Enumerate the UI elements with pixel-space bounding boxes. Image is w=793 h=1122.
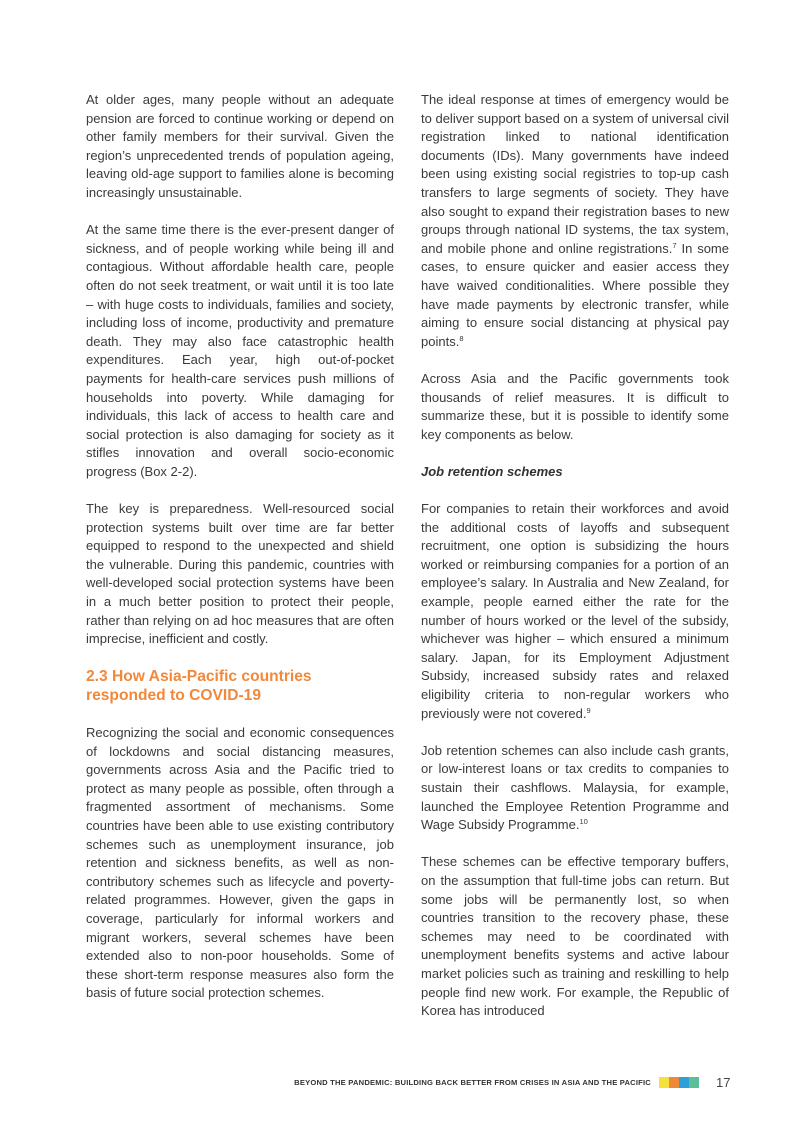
paragraph: The key is preparedness. Well-resourced social protection systems built over time are far better equipped to respond to the unexpected and shield the vulnerable. During this pandemic, countries with well-developed social protection systems have been in a much better position to protect their people, rather than relying on ad hoc measures that are often imprecise, inefficient and costly. [86, 501, 394, 647]
footer-title: BEYOND THE PANDEMIC: BUILDING BACK BETTER FROM CRISES IN ASIA AND THE PACIFIC [294, 1078, 651, 1087]
swatch [689, 1077, 699, 1088]
paragraph [421, 91, 729, 351]
footnote-ref: 9 [586, 705, 591, 715]
paragraph: These schemes can be effective temporary buffers, on the assumption that full-time jobs can return. But some jobs will be permanently lost, so when countries transition to the recovery phase, these schemes may need to be coordinated with unemployment benefits systems and active labour market policies such as training and reskilling to help people find new work. For example, the Republic of Korea has introduced [421, 854, 729, 1019]
footnote-ref: 10 [579, 817, 588, 827]
subheading: Job retention schemes [421, 463, 563, 479]
color-swatches [659, 1077, 699, 1088]
paragraph: Across Asia and the Pacific governments took thousands of relief measures. It is difficult to summarize these, but it is possible to identify some key components as below. [421, 370, 729, 442]
section-heading: 2.3 How Asia-Pacific countries responded to COVID-19 [86, 668, 312, 705]
paragraph: Recognizing the social and economic consequences of lockdowns and social distancing measures, governments across Asia and the Pacific tried to protect as many people as possible, often through a fragmented assortment of mechanisms. Some countries have been able to use existing contributory schemes such as unemployment insurance, job retention and sickness benefits, as well as non-contributory schemes such as lifecycle and poverty-related programmes. However, given the gaps in coverage, particularly for informal workers and migrant workers, several schemes have been extended also to non-poor households. Some of these short-term response measures also form the basis of future social protection schemes. [86, 725, 394, 1001]
paragraph [421, 742, 729, 835]
paragraph [421, 500, 729, 723]
swatch [679, 1077, 689, 1088]
paragraph-text: Job retention schemes can also include cash grants, or low-interest loans or tax credits to companies to sustain their cashflows. Malaysia, for example, launched the Employee Retention Programme and Wage Subsidy Programme. [421, 742, 729, 833]
swatch [669, 1077, 679, 1088]
swatch [659, 1077, 669, 1088]
footnote-ref: 8 [459, 333, 464, 343]
paragraph-text: In some cases, to ensure quicker and easier access they have waived conditionalities. Where possible they have made payments by electronic transfer, while aiming to ensure social distancing at physical pay points. [421, 240, 729, 349]
page-number: 17 [716, 1075, 731, 1090]
right-column [421, 91, 729, 1039]
footnote-ref: 7 [672, 240, 677, 250]
paragraph: At the same time there is the ever-present danger of sickness, and of people working while being ill and contagious. Without affordable health care, people often do not seek treatment, or wait until it is too late – with huge costs to individuals, families and society, including loss of income, productivity and premature death. They may also face catastrophic health expenditures. Each year, high out-of-pocket payments for health-care services push millions of households into poverty. While damaging for individuals, this lack of access to health care and social protection is also damaging for society as it stifles innovation and overall socio-economic progress (Box 2-2). [86, 222, 394, 479]
paragraph-text: For companies to retain their workforces and avoid the additional costs of layoffs and subsequent recruitment, one option is subsidizing the hours worked or reimbursing companies for a portion of an employee’s salary. In Australia and New Zealand, for example, people earned either the rate for the number of hours worked or the level of the subsidy, whichever was higher – which ensured a minimum salary. Japan, for its Employment Adjustment Subsidy, increased subsidy rates and relaxed eligibility criteria to non-regular workers who previously were not covered. [421, 501, 729, 721]
paragraph: At older ages, many people without an adequate pension are forced to continue working or depend on other family members for their survival. Given the region’s unprecedented trends of population ageing, leaving old-age support to families alone is becoming increasingly unsustainable. [86, 92, 394, 200]
left-column [86, 91, 394, 1022]
paragraph-text: The ideal response at times of emergency would be to deliver support based on a system of universal civil registration linked to national identification documents (IDs). Many governments have indeed been using existing social registries to top-up cash transfers to large segments of society. They have also sought to expand their registration bases to new groups through national ID systems, the tax system, and mobile phone and online registrations. [421, 92, 729, 256]
page-footer [0, 1075, 793, 1093]
